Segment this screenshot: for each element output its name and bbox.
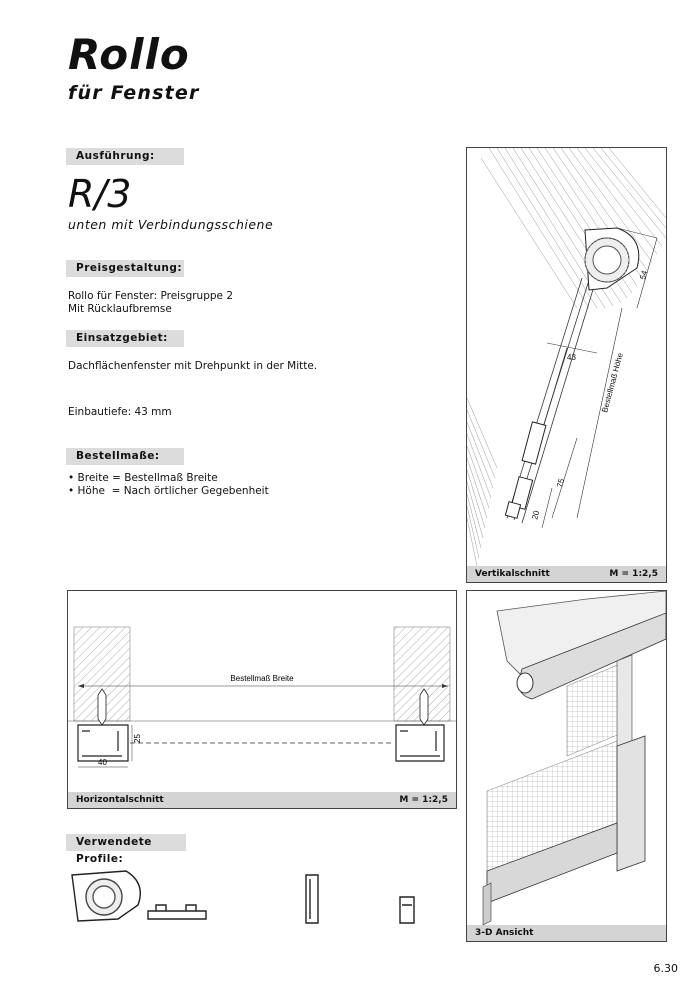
vertical-caption-scale: M = 1:2,5 xyxy=(609,569,658,579)
label-einsatzgebiet: Einsatzgebiet: xyxy=(66,330,184,347)
dim-25: 25 xyxy=(133,734,142,743)
preis-line2: Mit Rücklaufbremse xyxy=(68,303,172,315)
horizontal-caption-scale: M = 1:2,5 xyxy=(399,795,448,805)
horizontal-section-panel xyxy=(67,590,457,809)
model-code: R/3 xyxy=(68,172,132,216)
einsatz-line1: Dachflächenfenster mit Drehpunkt in der Mitte. xyxy=(68,360,318,372)
dim-43: 43 xyxy=(567,353,576,362)
glass-hatching-lower xyxy=(467,398,497,566)
view-3d-panel xyxy=(466,590,667,942)
vertical-section-drawing xyxy=(467,148,666,566)
dim-20: 20 xyxy=(530,509,542,521)
cassette xyxy=(585,228,639,290)
profile-small xyxy=(400,897,414,923)
profiles-drawing xyxy=(66,865,426,935)
horizontal-caption xyxy=(68,792,456,808)
vertical-caption-title: Vertikalschnitt xyxy=(475,569,550,579)
bestell-hoehe: • Höhe = Nach örtlicher Gegebenheit xyxy=(68,485,269,497)
label-ausfuehrung: Ausführung: xyxy=(66,148,184,165)
label-verwendete-profile: Verwendete Profile: xyxy=(66,834,186,851)
bottom-profiles xyxy=(505,422,546,521)
dim-bestellmass-hoehe: Bestellmaß Höhe xyxy=(600,351,625,414)
label-preisgestaltung: Preisgestaltung: xyxy=(66,260,184,277)
view-3d-caption xyxy=(467,925,666,941)
dim-75: 75 xyxy=(555,477,567,489)
preis-line1: Rollo für Fenster: Preisgruppe 2 xyxy=(68,290,234,302)
dim-bestellmass-breite: Bestellmaß Breite xyxy=(230,674,294,683)
einbautiefe: Einbautiefe: 43 mm xyxy=(68,406,172,418)
bestell-breite: • Breite = Bestellmaß Breite xyxy=(68,472,218,484)
page-number: 6.30 xyxy=(653,962,678,975)
dim-40: 40 xyxy=(98,758,107,767)
vertical-section-panel xyxy=(466,147,667,583)
horizontal-caption-title: Horizontalschnitt xyxy=(76,795,164,805)
horizontal-section-drawing xyxy=(68,591,456,792)
vertical-caption xyxy=(467,566,666,582)
view-3d-caption-title: 3-D Ansicht xyxy=(475,928,534,938)
glass-hatching-upper xyxy=(481,148,666,308)
model-description: unten mit Verbindungsschiene xyxy=(68,217,274,232)
side-rail-3d xyxy=(617,736,645,871)
label-bestellmasse: Bestellmaße: xyxy=(66,448,184,465)
screws xyxy=(98,689,428,725)
dim-54: 54 xyxy=(638,269,650,281)
view-3d-drawing xyxy=(467,591,666,925)
page-subtitle: für Fenster xyxy=(68,82,200,104)
profile-side-rail xyxy=(306,875,318,923)
profile-bottom-rail xyxy=(148,905,206,919)
page-title: Rollo xyxy=(68,30,190,79)
